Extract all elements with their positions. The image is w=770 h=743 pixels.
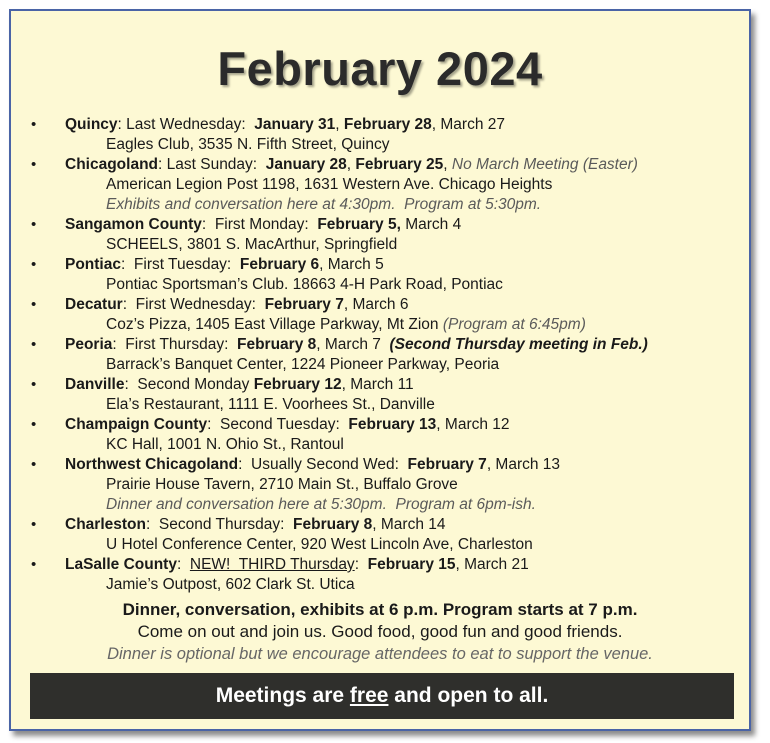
bullet-icon: •: [31, 116, 37, 133]
meeting-group: Champaign County: [65, 416, 208, 433]
meeting-schedule: : Last Sunday:: [158, 156, 266, 173]
meeting-next-date: , March 6: [343, 296, 409, 313]
meeting-charleston: [11, 515, 751, 555]
bullet-icon: •: [31, 456, 37, 473]
meeting-group: Decatur: [65, 296, 123, 313]
bullet-icon: •: [31, 516, 37, 533]
bullet-icon: •: [31, 416, 37, 433]
meeting-schedule: : Second Tuesday:: [207, 416, 349, 433]
meeting-address-note: (Program at 6:45pm): [442, 316, 586, 333]
meeting-list: [11, 115, 751, 595]
separator: :: [354, 556, 368, 573]
bullet-icon: •: [31, 296, 37, 313]
meeting-northwest-chicagoland: [11, 455, 751, 515]
meeting-schedule: : First Wednesday:: [122, 296, 265, 313]
bullet-icon: •: [31, 256, 37, 273]
footer-dinner-note: Dinner is optional but we encourage attendees to eat to support the venue.: [107, 645, 653, 663]
meeting-date: January 31: [254, 116, 336, 133]
flyer-panel: [9, 9, 751, 731]
bullet-icon: •: [31, 156, 37, 173]
meeting-date: February 12: [253, 376, 342, 393]
meeting-schedule: : First Monday:: [201, 216, 318, 233]
meeting-address: U Hotel Conference Center, 920 West Lincoln Ave, Charleston: [106, 536, 533, 553]
meeting-group: Pontiac: [65, 256, 121, 273]
meeting-schedule: : First Thursday:: [112, 336, 237, 353]
meeting-date: January 28: [265, 156, 347, 173]
meeting-address: Pontiac Sportsman’s Club. 18663 4-H Park Road, Pontiac: [106, 276, 503, 293]
meeting-group: Chicagoland: [65, 156, 159, 173]
meeting-schedule: :: [176, 556, 190, 573]
meeting-schedule: : Second Thursday:: [145, 516, 294, 533]
meeting-date: February 7: [264, 296, 344, 313]
meeting-next-date: , March 7: [316, 336, 390, 353]
meeting-schedule-highlight: NEW! THIRD Thursday: [189, 556, 355, 573]
free-meetings-banner: [30, 673, 734, 719]
meeting-schedule: : Usually Second Wed:: [238, 456, 408, 473]
meeting-date: February 5,: [317, 216, 401, 233]
meeting-note: No March Meeting (Easter): [451, 156, 638, 173]
meeting-extra-info: Exhibits and conversation here at 4:30pm. Program at 5:30pm.: [106, 196, 542, 213]
meeting-schedule: : First Tuesday:: [120, 256, 240, 273]
meeting-address: Ela’s Restaurant, 1111 E. Voorhees St., Danville: [106, 396, 435, 413]
meeting-lasalle: [11, 555, 751, 595]
bullet-icon: •: [31, 216, 37, 233]
meeting-schedule: : Second Monday: [124, 376, 254, 393]
meeting-danville: [11, 375, 751, 415]
footer-invite: Come on out and join us. Good food, good fun and good friends.: [137, 622, 623, 641]
meeting-address: Jamie’s Outpost, 602 Clark St. Utica: [106, 576, 355, 593]
footer-schedule: Dinner, conversation, exhibits at 6 p.m. Program starts at 7 p.m.: [122, 600, 638, 619]
meeting-next-date: ,: [443, 156, 452, 173]
meeting-address: Prairie House Tavern, 2710 Main St., Buffalo Grove: [106, 476, 458, 493]
meeting-date-2: February 25: [355, 156, 444, 173]
meeting-pontiac: [11, 255, 751, 295]
meeting-extra-info: Dinner and conversation here at 5:30pm. Program at 6pm-ish.: [106, 496, 536, 513]
page-title: February 2024: [217, 42, 543, 95]
meeting-next-date: , March 27: [431, 116, 506, 133]
meeting-address: American Legion Post 1198, 1631 Western Ave. Chicago Heights: [106, 176, 553, 193]
meeting-date-2: February 28: [343, 116, 432, 133]
meeting-next-date: March 4: [400, 216, 462, 233]
meeting-group: LaSalle County: [65, 556, 177, 573]
meeting-group: Danville: [65, 376, 125, 393]
meeting-date: February 15: [367, 556, 456, 573]
meeting-next-date: , March 21: [455, 556, 529, 573]
meeting-date: February 7: [407, 456, 487, 473]
meeting-decatur: [11, 295, 751, 335]
meeting-champaign: [11, 415, 751, 455]
meeting-address: Coz’s Pizza, 1405 East Village Parkway, Mt Zion: [106, 316, 439, 333]
meeting-date: February 6: [239, 256, 320, 273]
meeting-peoria: [11, 335, 751, 375]
meeting-note: (Second Thursday meeting in Feb.): [389, 336, 648, 353]
separator: ,: [346, 156, 356, 173]
meeting-group: Charleston: [65, 516, 146, 533]
meeting-address: SCHEELS, 3801 S. MacArthur, Springfield: [106, 236, 398, 253]
meeting-group: Peoria: [65, 336, 113, 353]
meeting-date: February 8: [293, 516, 373, 533]
meeting-sangamon: [11, 215, 751, 255]
banner-text-after: and open to all.: [388, 684, 549, 707]
meeting-address: Eagles Club, 3535 N. Fifth Street, Quincy: [106, 136, 390, 153]
meeting-next-date: , March 5: [319, 256, 384, 273]
meeting-date: February 13: [348, 416, 437, 433]
meeting-address: Barrack’s Banquet Center, 1224 Pioneer Parkway, Peoria: [106, 356, 500, 373]
meeting-next-date: , March 14: [372, 516, 446, 533]
banner-text-before: Meetings are: [215, 684, 350, 707]
meeting-next-date: , March 11: [341, 376, 414, 393]
banner-emphasis: free: [349, 684, 389, 707]
meeting-group: Quincy: [65, 116, 118, 133]
bullet-icon: •: [31, 336, 37, 353]
footer-notes: [11, 599, 749, 665]
meeting-chicagoland: [11, 155, 751, 215]
meeting-date: February 8: [237, 336, 317, 353]
meeting-group: Northwest Chicagoland: [65, 456, 239, 473]
bullet-icon: •: [31, 556, 37, 573]
meeting-next-date: , March 12: [436, 416, 510, 433]
meeting-group: Sangamon County: [65, 216, 202, 233]
meeting-next-date: , March 13: [486, 456, 561, 473]
meeting-quincy: [11, 115, 751, 155]
meeting-address: KC Hall, 1001 N. Ohio St., Rantoul: [106, 436, 344, 453]
meeting-schedule: : Last Wednesday:: [117, 116, 255, 133]
separator: ,: [335, 116, 344, 133]
bullet-icon: •: [31, 376, 37, 393]
